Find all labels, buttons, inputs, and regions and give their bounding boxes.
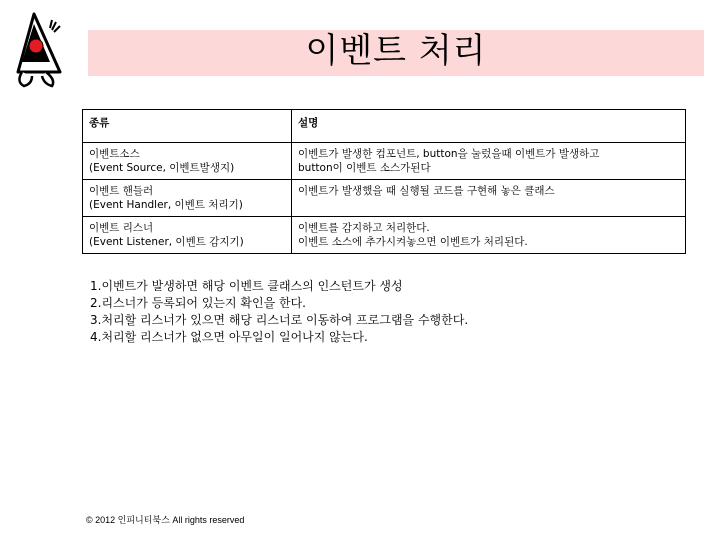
cell-line: 이벤트가 발생했을 때 실행될 코드를 구현해 놓은 클래스 [298,185,555,197]
cell-line: (Event Listener, 이벤트 감지기) [89,236,244,248]
header-type: 종류 [83,110,292,143]
step-item: 1.이벤트가 발생하면 해당 이벤트 클래스의 인스턴트가 생성 [90,279,403,293]
row-type [83,180,292,217]
table-row [83,180,686,217]
header-description: 설명 [292,110,686,143]
slide-title: 이벤트 처리 [305,31,487,71]
cell-line: button이 이벤트 소스가된다 [298,162,431,174]
table-row [83,143,686,180]
steps-list [90,278,468,346]
cell-line: (Event Handler, 이벤트 처리기) [89,199,243,211]
step-item: 4.처리할 리스너가 없으면 아무일이 일어나지 않는다. [90,330,368,344]
java-duke-icon [12,12,62,88]
cell-line: 이벤트 소스에 추가시켜놓으면 이벤트가 처리된다. [298,236,528,248]
row-description [292,217,686,254]
cell-line: 이벤트 리스너 [89,222,154,234]
row-description [292,180,686,217]
row-description [292,143,686,180]
step-item: 3.처리할 리스너가 있으면 해당 리스너로 이동하여 프로그램을 수행한다. [90,313,469,327]
cell-line: 이벤트소스 [89,148,140,160]
table-row [83,217,686,254]
row-type [83,143,292,180]
cell-line: 이벤트가 발생한 컴포넌트, button을 눌렀을때 이벤트가 발생하고 [298,148,600,160]
cell-line: (Event Source, 이벤트발생지) [89,162,235,174]
row-type [83,217,292,254]
table-header-row [83,110,686,143]
cell-line: 이벤트를 감지하고 처리한다. [298,222,430,234]
copyright-footer: © 2012 인피니티북스 All rights reserved [86,515,245,525]
cell-line: 이벤트 핸들러 [89,185,154,197]
step-item: 2.리스너가 등록되어 있는지 확인을 한다. [90,296,306,310]
event-table [82,109,686,254]
